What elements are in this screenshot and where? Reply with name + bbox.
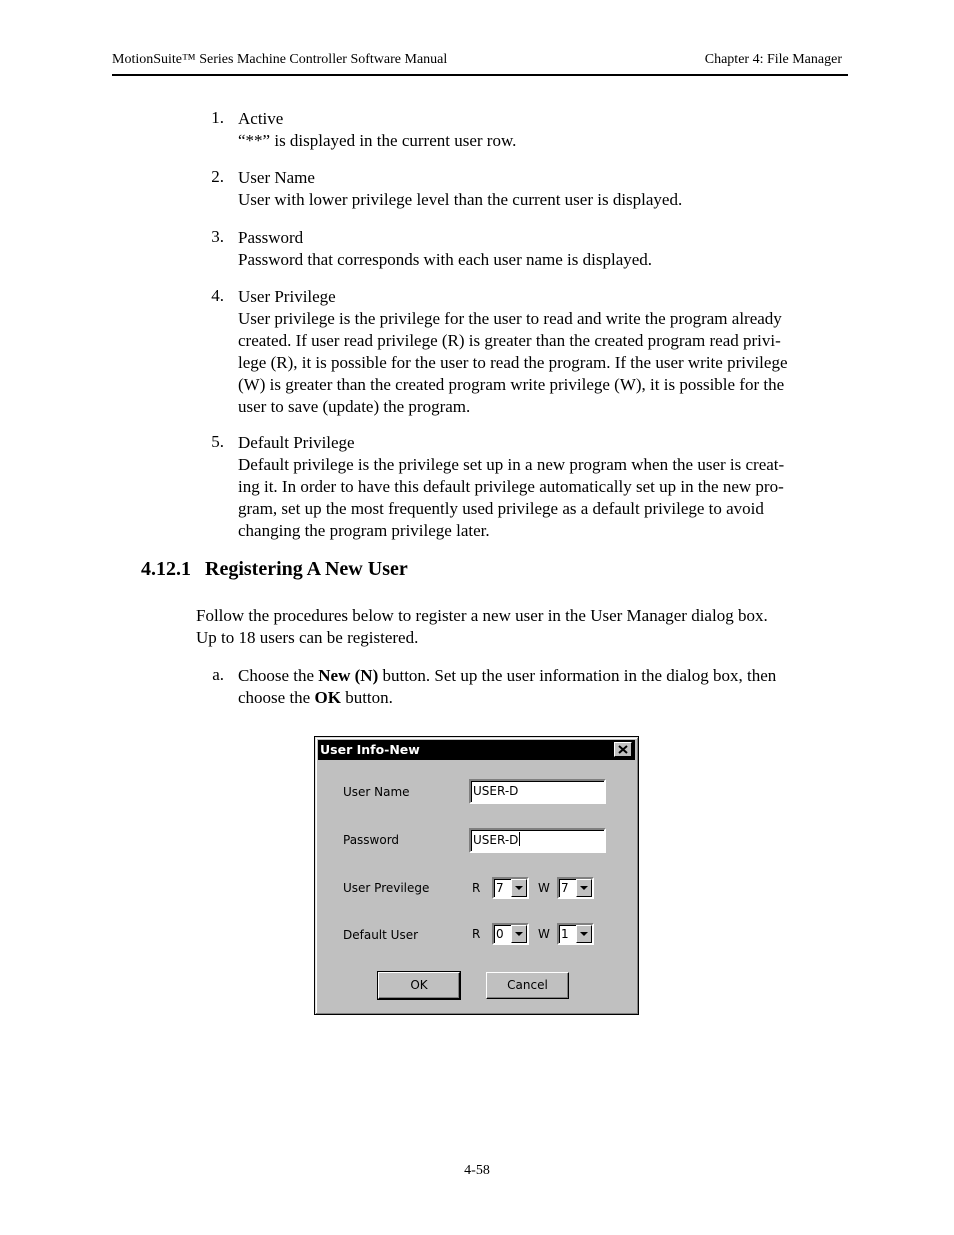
intro-line: Up to 18 users can be registered. [196, 628, 419, 647]
chevron-down-icon [515, 886, 523, 891]
step-text-part: button. [340, 688, 393, 707]
list-item [238, 432, 840, 542]
section-title: Registering A New User [205, 558, 408, 580]
list-item-number: 4. [211, 286, 224, 305]
dropdown-button[interactable] [576, 925, 592, 943]
chevron-down-icon [580, 886, 588, 891]
section-intro [196, 605, 846, 649]
list-item-number: 5. [211, 432, 224, 451]
list-item-title: Password [238, 228, 304, 247]
list-item-title: Active [238, 109, 284, 128]
list-item-number: 3. [211, 227, 224, 246]
list-item-text: User privilege is the privilege for the user to read and write the program already [238, 309, 782, 328]
default-r-label: R [472, 927, 481, 941]
list-item-text: Password that corresponds with each user name is displayed. [238, 250, 653, 269]
chevron-down-icon [580, 932, 588, 937]
list-item-text: created. If user read privilege (R) is greater than the created program read privi- [238, 331, 781, 350]
ok-button-reference: OK [314, 688, 341, 707]
dropdown-button[interactable] [576, 879, 592, 897]
default-w-label: W [538, 927, 550, 941]
user-info-new-dialog [314, 736, 639, 1015]
list-item-text: gram, set up the most frequently used privilege as a default privilege to avoid [238, 499, 764, 518]
user-privilege-w-select[interactable] [557, 877, 594, 899]
list-item-text: changing the program privilege later. [238, 521, 490, 540]
header-rule [112, 74, 848, 76]
intro-line: Follow the procedures below to register a new user in the User Manager dialog box. [196, 606, 768, 625]
user-privilege-r-label: R [472, 881, 481, 895]
list-item-text: ing it. In order to have this default privilege automatically set up in the new pro- [238, 477, 784, 496]
dialog-title: User Info-New [320, 742, 420, 757]
header-manual-title: MotionSuite™ Series Machine Controller Software Manual [112, 52, 448, 67]
list-item [238, 227, 840, 271]
list-item-text: lege (R), it is possible for the user to read the program. If the user write privilege [238, 353, 788, 372]
default-r-select[interactable] [492, 923, 529, 945]
user-privilege-r-select[interactable] [492, 877, 529, 899]
ok-button[interactable]: OK [378, 972, 460, 999]
text-caret [519, 832, 520, 846]
section-number: 4.12.1 [141, 558, 191, 580]
dropdown-button[interactable] [511, 925, 527, 943]
step-marker: a. [212, 665, 224, 684]
step-text-part: choose the [238, 688, 315, 707]
list-item [238, 108, 840, 152]
step-text-part: Choose the [238, 666, 319, 685]
cancel-button[interactable]: Cancel [486, 972, 569, 999]
section-heading [141, 558, 408, 581]
new-button-reference: New (N) [318, 666, 379, 685]
list-item-number: 2. [211, 167, 224, 186]
default-w-select[interactable] [557, 923, 594, 945]
step-text [238, 665, 840, 709]
chevron-down-icon [515, 932, 523, 937]
user-name-label: User Name [343, 785, 410, 799]
combo-value: 0 [496, 927, 504, 941]
list-item-title: Default Privilege [238, 433, 355, 452]
list-item-text: user to save (update) the program. [238, 397, 471, 416]
step-text-part: button. Set up the user information in the dialog box, then [378, 666, 777, 685]
user-privilege-label: User Previlege [343, 881, 430, 895]
list-item-text: (W) is greater than the created program write privilege (W), it is possible for the [238, 375, 785, 394]
list-item-number: 1. [211, 108, 224, 127]
list-item [238, 286, 840, 418]
header-chapter: Chapter 4: File Manager [704, 52, 842, 67]
dropdown-button[interactable] [511, 879, 527, 897]
combo-value: 7 [561, 881, 569, 895]
user-name-input[interactable]: USER-D [469, 779, 606, 804]
user-privilege-w-label: W [538, 881, 550, 895]
list-item-title: User Name [238, 168, 315, 187]
close-icon [618, 745, 628, 754]
dialog-titlebar[interactable] [318, 740, 635, 760]
default-user-label: Default User [343, 928, 419, 942]
combo-value: 1 [561, 927, 569, 941]
password-input[interactable] [469, 828, 606, 853]
list-item-title: User Privilege [238, 287, 336, 306]
password-value: USER-D [473, 833, 519, 847]
combo-value: 7 [496, 881, 504, 895]
list-item [238, 167, 840, 211]
page-number: 4-58 [464, 1163, 490, 1178]
list-item-text: User with lower privilege level than the current user is displayed. [238, 190, 683, 209]
list-item-text: Default privilege is the privilege set up in a new program when the user is creat- [238, 455, 785, 474]
password-label: Password [343, 833, 400, 847]
close-button[interactable] [614, 742, 632, 757]
list-item-text: “**” is displayed in the current user row. [238, 131, 517, 150]
